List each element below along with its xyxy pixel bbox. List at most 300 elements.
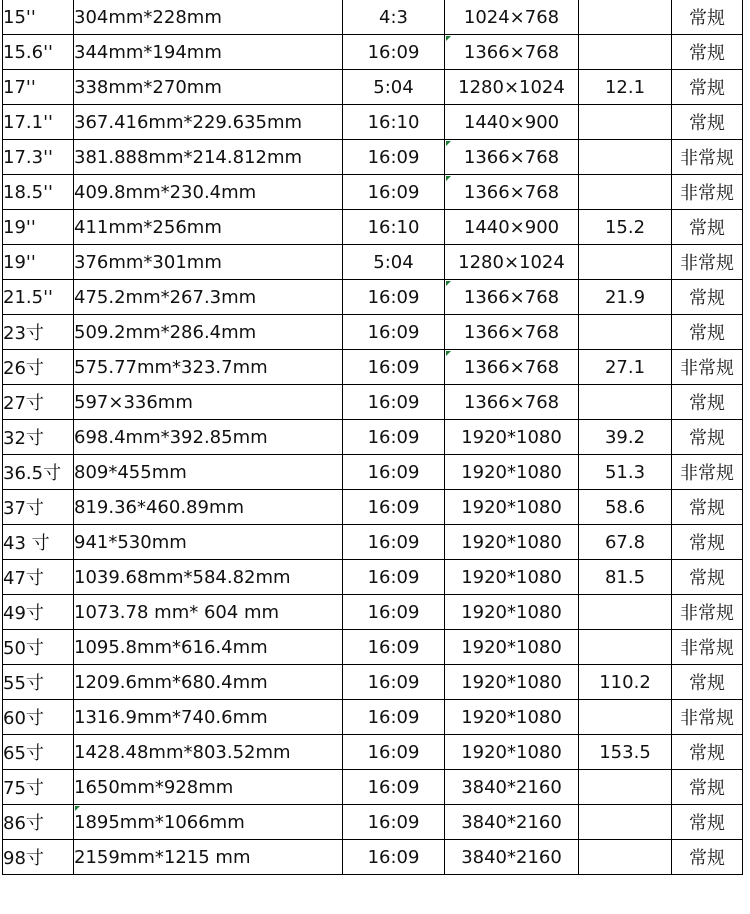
cell-type-text: 常规: [689, 8, 725, 29]
cell-type[interactable]: [672, 840, 743, 875]
cell-dimensions[interactable]: [74, 665, 343, 700]
cell-screen-size[interactable]: [3, 245, 74, 280]
cell-aspect-ratio[interactable]: [343, 0, 445, 35]
cell-type[interactable]: [672, 805, 743, 840]
cell-aspect-ratio[interactable]: [343, 560, 445, 595]
cell-aspect-ratio[interactable]: [343, 280, 445, 315]
cell-screen-size-text: 27寸: [3, 393, 44, 414]
cell-dimensions-text: 597×336mm: [74, 391, 193, 413]
cell-type[interactable]: [672, 700, 743, 735]
cell-extra-value[interactable]: [579, 700, 672, 735]
cell-extra-value-text: 12.1: [604, 76, 646, 98]
cell-dimensions[interactable]: [74, 805, 343, 840]
cell-resolution[interactable]: [445, 105, 579, 140]
cell-screen-size[interactable]: [3, 35, 74, 70]
cell-resolution-text: 1280×1024: [458, 76, 565, 98]
cell-resolution-text: 3840*2160: [461, 776, 562, 798]
cell-aspect-ratio-text: 16:09: [367, 146, 420, 168]
cell-extra-value[interactable]: [579, 0, 672, 35]
cell-aspect-ratio[interactable]: [343, 455, 445, 490]
cell-screen-size-text: 23寸: [3, 323, 44, 344]
cell-resolution-text: 1366×768: [463, 146, 560, 168]
cell-screen-size-text: 21.5'': [3, 286, 53, 308]
cell-extra-value-text: 110.2: [599, 671, 651, 693]
cell-dimensions[interactable]: [74, 315, 343, 350]
cell-aspect-ratio[interactable]: [343, 420, 445, 455]
table-row: [3, 0, 743, 35]
cell-screen-size-text: 60寸: [3, 708, 44, 729]
cell-extra-value[interactable]: [579, 280, 672, 315]
cell-aspect-ratio-text: 16:09: [367, 391, 420, 413]
cell-extra-value[interactable]: [579, 105, 672, 140]
cell-resolution[interactable]: [445, 840, 579, 875]
cell-type-text: 常规: [689, 78, 725, 99]
cell-type[interactable]: [672, 630, 743, 665]
cell-aspect-ratio[interactable]: [343, 840, 445, 875]
cell-screen-size[interactable]: [3, 455, 74, 490]
table-row: [3, 315, 743, 350]
table-row: [3, 805, 743, 840]
cell-resolution[interactable]: [445, 735, 579, 770]
cell-type[interactable]: [672, 315, 743, 350]
table-row: [3, 210, 743, 245]
cell-screen-size-text: 49寸: [3, 603, 44, 624]
cell-screen-size-text: 75寸: [3, 778, 44, 799]
cell-aspect-ratio[interactable]: [343, 770, 445, 805]
cell-aspect-ratio[interactable]: [343, 805, 445, 840]
comment-marker-icon: [446, 351, 451, 356]
cell-type-text: 常规: [689, 743, 725, 764]
cell-aspect-ratio-text: 16:10: [367, 111, 420, 133]
cell-resolution-text: 1920*1080: [461, 706, 562, 728]
table-row: [3, 490, 743, 525]
cell-dimensions-text: 1895mm*1066mm: [74, 811, 245, 833]
cell-dimensions[interactable]: [74, 350, 343, 385]
cell-type[interactable]: [672, 105, 743, 140]
cell-dimensions[interactable]: [74, 420, 343, 455]
cell-type-text: 非常规: [680, 463, 734, 484]
cell-aspect-ratio[interactable]: [343, 350, 445, 385]
cell-screen-size[interactable]: [3, 70, 74, 105]
cell-aspect-ratio-text: 16:09: [367, 811, 420, 833]
cell-resolution-text: 1024×768: [463, 6, 560, 28]
cell-resolution[interactable]: [445, 140, 579, 175]
cell-screen-size[interactable]: [3, 840, 74, 875]
cell-resolution-text: 1920*1080: [461, 601, 562, 623]
cell-type-text: 常规: [689, 813, 725, 834]
cell-resolution[interactable]: [445, 245, 579, 280]
cell-aspect-ratio-text: 16:09: [367, 181, 420, 203]
cell-screen-size-text: 43 寸: [3, 533, 50, 554]
cell-screen-size[interactable]: [3, 665, 74, 700]
cell-resolution[interactable]: [445, 805, 579, 840]
table-row: [3, 455, 743, 490]
cell-extra-value[interactable]: [579, 455, 672, 490]
cell-type[interactable]: [672, 490, 743, 525]
cell-extra-value-text: 39.2: [604, 426, 646, 448]
cell-resolution-text: 1440×900: [463, 216, 560, 238]
cell-type[interactable]: [672, 420, 743, 455]
cell-type[interactable]: [672, 665, 743, 700]
table-row: [3, 385, 743, 420]
comment-marker-icon: [446, 141, 451, 146]
table-row: [3, 665, 743, 700]
cell-type-text: 常规: [689, 498, 725, 519]
cell-extra-value-text: 58.6: [604, 496, 646, 518]
cell-dimensions-text: 338mm*270mm: [74, 76, 222, 98]
cell-type[interactable]: [672, 175, 743, 210]
cell-extra-value-text: 21.9: [604, 286, 646, 308]
cell-extra-value[interactable]: [579, 805, 672, 840]
cell-aspect-ratio[interactable]: [343, 245, 445, 280]
comment-marker-icon: [446, 176, 451, 181]
cell-extra-value-text: 27.1: [604, 356, 646, 378]
cell-aspect-ratio-text: 16:09: [367, 496, 420, 518]
cell-dimensions[interactable]: [74, 35, 343, 70]
cell-dimensions[interactable]: [74, 525, 343, 560]
cell-resolution-text: 1920*1080: [461, 531, 562, 553]
cell-extra-value[interactable]: [579, 315, 672, 350]
cell-aspect-ratio-text: 16:09: [367, 286, 420, 308]
cell-resolution-text: 1920*1080: [461, 461, 562, 483]
comment-marker-icon: [75, 806, 80, 811]
cell-resolution-text: 1366×768: [463, 41, 560, 63]
cell-resolution-text: 1440×900: [463, 111, 560, 133]
cell-resolution-text: 1366×768: [463, 181, 560, 203]
cell-aspect-ratio[interactable]: [343, 140, 445, 175]
cell-resolution[interactable]: [445, 35, 579, 70]
cell-type[interactable]: [672, 560, 743, 595]
cell-dimensions-text: 1428.48mm*803.52mm: [74, 741, 291, 763]
cell-type[interactable]: [672, 595, 743, 630]
cell-dimensions[interactable]: [74, 210, 343, 245]
table-row: [3, 280, 743, 315]
cell-dimensions-text: 2159mm*1215 mm: [74, 846, 251, 868]
cell-type-text: 非常规: [680, 148, 734, 169]
cell-extra-value[interactable]: [579, 735, 672, 770]
cell-screen-size-text: 17'': [3, 76, 36, 98]
cell-aspect-ratio[interactable]: [343, 700, 445, 735]
cell-type[interactable]: [672, 385, 743, 420]
table-row: [3, 350, 743, 385]
cell-resolution[interactable]: [445, 455, 579, 490]
cell-dimensions[interactable]: [74, 735, 343, 770]
cell-type-text: 常规: [689, 218, 725, 239]
cell-dimensions[interactable]: [74, 630, 343, 665]
cell-type[interactable]: [672, 35, 743, 70]
cell-screen-size-text: 98寸: [3, 848, 44, 869]
table-row: [3, 245, 743, 280]
cell-resolution[interactable]: [445, 770, 579, 805]
cell-dimensions[interactable]: [74, 700, 343, 735]
cell-aspect-ratio[interactable]: [343, 315, 445, 350]
cell-resolution[interactable]: [445, 595, 579, 630]
cell-extra-value[interactable]: [579, 630, 672, 665]
cell-dimensions-text: 698.4mm*392.85mm: [74, 426, 268, 448]
cell-extra-value[interactable]: [579, 770, 672, 805]
cell-screen-size-text: 86寸: [3, 813, 44, 834]
cell-extra-value-text: 81.5: [604, 566, 646, 588]
cell-dimensions[interactable]: [74, 455, 343, 490]
cell-resolution-text: 1366×768: [463, 286, 560, 308]
cell-screen-size[interactable]: [3, 735, 74, 770]
cell-screen-size[interactable]: [3, 490, 74, 525]
cell-type[interactable]: [672, 70, 743, 105]
cell-resolution[interactable]: [445, 525, 579, 560]
table-row: [3, 700, 743, 735]
cell-dimensions-text: 344mm*194mm: [74, 41, 222, 63]
cell-resolution[interactable]: [445, 630, 579, 665]
cell-aspect-ratio-text: 5:04: [373, 76, 414, 98]
cell-resolution-text: 1366×768: [463, 356, 560, 378]
cell-aspect-ratio[interactable]: [343, 105, 445, 140]
cell-aspect-ratio-text: 16:09: [367, 671, 420, 693]
cell-extra-value[interactable]: [579, 490, 672, 525]
cell-extra-value[interactable]: [579, 210, 672, 245]
cell-dimensions[interactable]: [74, 490, 343, 525]
cell-extra-value-text: 67.8: [604, 531, 646, 553]
cell-type-text: 常规: [689, 673, 725, 694]
cell-screen-size[interactable]: [3, 525, 74, 560]
cell-type[interactable]: [672, 280, 743, 315]
cell-type[interactable]: [672, 245, 743, 280]
cell-aspect-ratio[interactable]: [343, 210, 445, 245]
cell-screen-size[interactable]: [3, 770, 74, 805]
cell-extra-value[interactable]: [579, 70, 672, 105]
cell-screen-size-text: 19'': [3, 216, 36, 238]
cell-type-text: 常规: [689, 113, 725, 134]
cell-extra-value[interactable]: [579, 175, 672, 210]
cell-screen-size-text: 50寸: [3, 638, 44, 659]
cell-screen-size-text: 47寸: [3, 568, 44, 589]
cell-dimensions[interactable]: [74, 245, 343, 280]
cell-dimensions[interactable]: [74, 0, 343, 35]
cell-resolution-text: 1920*1080: [461, 496, 562, 518]
cell-resolution-text: 1920*1080: [461, 566, 562, 588]
cell-aspect-ratio[interactable]: [343, 175, 445, 210]
cell-extra-value[interactable]: [579, 245, 672, 280]
cell-type[interactable]: [672, 210, 743, 245]
cell-resolution-text: 1920*1080: [461, 636, 562, 658]
cell-resolution[interactable]: [445, 210, 579, 245]
cell-type-text: 非常规: [680, 603, 734, 624]
cell-screen-size[interactable]: [3, 595, 74, 630]
cell-aspect-ratio-text: 16:09: [367, 776, 420, 798]
cell-dimensions[interactable]: [74, 140, 343, 175]
cell-aspect-ratio[interactable]: [343, 630, 445, 665]
cell-type-text: 非常规: [680, 253, 734, 274]
cell-screen-size[interactable]: [3, 630, 74, 665]
cell-resolution[interactable]: [445, 70, 579, 105]
cell-aspect-ratio-text: 16:09: [367, 356, 420, 378]
cell-screen-size[interactable]: [3, 105, 74, 140]
cell-resolution[interactable]: [445, 0, 579, 35]
cell-aspect-ratio-text: 16:09: [367, 601, 420, 623]
cell-screen-size-text: 15'': [3, 6, 36, 28]
cell-dimensions-text: 509.2mm*286.4mm: [74, 321, 257, 343]
cell-extra-value[interactable]: [579, 560, 672, 595]
cell-dimensions[interactable]: [74, 280, 343, 315]
cell-screen-size[interactable]: [3, 280, 74, 315]
cell-dimensions-text: 1073.78 mm* 604 mm: [74, 601, 280, 623]
cell-aspect-ratio-text: 16:09: [367, 636, 420, 658]
cell-extra-value[interactable]: [579, 665, 672, 700]
cell-dimensions-text: 475.2mm*267.3mm: [74, 286, 257, 308]
cell-type-text: 常规: [689, 428, 725, 449]
cell-aspect-ratio-text: 16:09: [367, 741, 420, 763]
cell-extra-value[interactable]: [579, 35, 672, 70]
cell-dimensions-text: 1209.6mm*680.4mm: [74, 671, 268, 693]
cell-extra-value[interactable]: [579, 385, 672, 420]
cell-aspect-ratio[interactable]: [343, 70, 445, 105]
cell-dimensions-text: 411mm*256mm: [74, 216, 222, 238]
table-row: [3, 525, 743, 560]
cell-resolution-text: 3840*2160: [461, 846, 562, 868]
cell-screen-size[interactable]: [3, 700, 74, 735]
cell-type[interactable]: [672, 525, 743, 560]
cell-aspect-ratio-text: 16:09: [367, 531, 420, 553]
cell-resolution[interactable]: [445, 385, 579, 420]
cell-dimensions-text: 376mm*301mm: [74, 251, 222, 273]
cell-screen-size[interactable]: [3, 175, 74, 210]
cell-aspect-ratio[interactable]: [343, 595, 445, 630]
cell-aspect-ratio[interactable]: [343, 735, 445, 770]
cell-screen-size[interactable]: [3, 805, 74, 840]
cell-dimensions[interactable]: [74, 560, 343, 595]
cell-resolution-text: 1280×1024: [458, 251, 565, 273]
cell-aspect-ratio-text: 16:10: [367, 216, 420, 238]
cell-resolution[interactable]: [445, 420, 579, 455]
table-row: [3, 595, 743, 630]
cell-screen-size-text: 19'': [3, 251, 36, 273]
cell-type-text: 常规: [689, 778, 725, 799]
cell-aspect-ratio[interactable]: [343, 665, 445, 700]
cell-dimensions[interactable]: [74, 770, 343, 805]
cell-dimensions-text: 941*530mm: [74, 531, 187, 553]
cell-extra-value[interactable]: [579, 840, 672, 875]
cell-type[interactable]: [672, 735, 743, 770]
cell-aspect-ratio[interactable]: [343, 385, 445, 420]
cell-aspect-ratio-text: 5:04: [373, 251, 414, 273]
cell-screen-size-text: 37寸: [3, 498, 44, 519]
cell-resolution[interactable]: [445, 315, 579, 350]
cell-type[interactable]: [672, 140, 743, 175]
cell-screen-size[interactable]: [3, 385, 74, 420]
table-row: [3, 70, 743, 105]
cell-aspect-ratio-text: 16:09: [367, 706, 420, 728]
cell-screen-size-text: 65寸: [3, 743, 44, 764]
cell-resolution[interactable]: [445, 490, 579, 525]
cell-screen-size[interactable]: [3, 420, 74, 455]
cell-dimensions[interactable]: [74, 595, 343, 630]
cell-type-text: 常规: [689, 533, 725, 554]
cell-dimensions-text: 1039.68mm*584.82mm: [74, 566, 291, 588]
cell-type-text: 非常规: [680, 708, 734, 729]
cell-dimensions[interactable]: [74, 840, 343, 875]
cell-resolution-text: 1366×768: [463, 321, 560, 343]
cell-extra-value[interactable]: [579, 420, 672, 455]
table-row: [3, 175, 743, 210]
cell-type-text: 常规: [689, 323, 725, 344]
cell-dimensions[interactable]: [74, 175, 343, 210]
cell-screen-size[interactable]: [3, 350, 74, 385]
cell-aspect-ratio-text: 16:09: [367, 426, 420, 448]
cell-dimensions-text: 819.36*460.89mm: [74, 496, 245, 518]
cell-type-text: 常规: [689, 288, 725, 309]
cell-dimensions-text: 381.888mm*214.812mm: [74, 146, 303, 168]
cell-dimensions-text: 1316.9mm*740.6mm: [74, 706, 268, 728]
cell-dimensions-text: 1650mm*928mm: [74, 776, 234, 798]
screen-size-table: [2, 0, 743, 875]
cell-dimensions[interactable]: [74, 385, 343, 420]
cell-resolution[interactable]: [445, 700, 579, 735]
cell-extra-value-text: 51.3: [604, 461, 646, 483]
cell-type-text: 常规: [689, 393, 725, 414]
cell-type-text: 非常规: [680, 638, 734, 659]
cell-aspect-ratio[interactable]: [343, 525, 445, 560]
cell-screen-size-text: 26寸: [3, 358, 44, 379]
cell-dimensions-text: 809*455mm: [74, 461, 187, 483]
cell-type[interactable]: [672, 770, 743, 805]
cell-aspect-ratio-text: 16:09: [367, 846, 420, 868]
cell-screen-size-text: 36.5寸: [3, 463, 62, 484]
cell-aspect-ratio[interactable]: [343, 35, 445, 70]
table-row: [3, 770, 743, 805]
cell-aspect-ratio[interactable]: [343, 490, 445, 525]
cell-dimensions-text: 1095.8mm*616.4mm: [74, 636, 268, 658]
cell-extra-value[interactable]: [579, 525, 672, 560]
cell-type-text: 非常规: [680, 358, 734, 379]
cell-resolution[interactable]: [445, 350, 579, 385]
cell-screen-size-text: 17.1'': [3, 111, 53, 133]
cell-resolution[interactable]: [445, 560, 579, 595]
cell-type[interactable]: [672, 455, 743, 490]
cell-screen-size[interactable]: [3, 210, 74, 245]
table-row: [3, 735, 743, 770]
cell-aspect-ratio-text: 16:09: [367, 321, 420, 343]
cell-extra-value[interactable]: [579, 140, 672, 175]
cell-resolution-text: 1920*1080: [461, 671, 562, 693]
cell-extra-value[interactable]: [579, 595, 672, 630]
cell-dimensions-text: 367.416mm*229.635mm: [74, 111, 303, 133]
cell-screen-size[interactable]: [3, 315, 74, 350]
cell-extra-value[interactable]: [579, 350, 672, 385]
table-row: [3, 560, 743, 595]
cell-type[interactable]: [672, 0, 743, 35]
cell-dimensions-text: 575.77mm*323.7mm: [74, 356, 268, 378]
cell-resolution[interactable]: [445, 280, 579, 315]
cell-screen-size[interactable]: [3, 0, 74, 35]
cell-resolution[interactable]: [445, 175, 579, 210]
cell-dimensions[interactable]: [74, 105, 343, 140]
cell-resolution[interactable]: [445, 665, 579, 700]
cell-screen-size[interactable]: [3, 140, 74, 175]
table-row: [3, 630, 743, 665]
cell-resolution-text: 1920*1080: [461, 426, 562, 448]
cell-aspect-ratio-text: 16:09: [367, 461, 420, 483]
table-row: [3, 840, 743, 875]
cell-type[interactable]: [672, 350, 743, 385]
cell-screen-size[interactable]: [3, 560, 74, 595]
cell-screen-size-text: 15.6'': [3, 41, 53, 63]
cell-extra-value-text: 153.5: [599, 741, 651, 763]
cell-screen-size-text: 32寸: [3, 428, 44, 449]
cell-dimensions[interactable]: [74, 70, 343, 105]
cell-resolution-text: 3840*2160: [461, 811, 562, 833]
cell-aspect-ratio-text: 16:09: [367, 41, 420, 63]
cell-resolution-text: 1366×768: [463, 391, 560, 413]
cell-type-text: 常规: [689, 848, 725, 869]
